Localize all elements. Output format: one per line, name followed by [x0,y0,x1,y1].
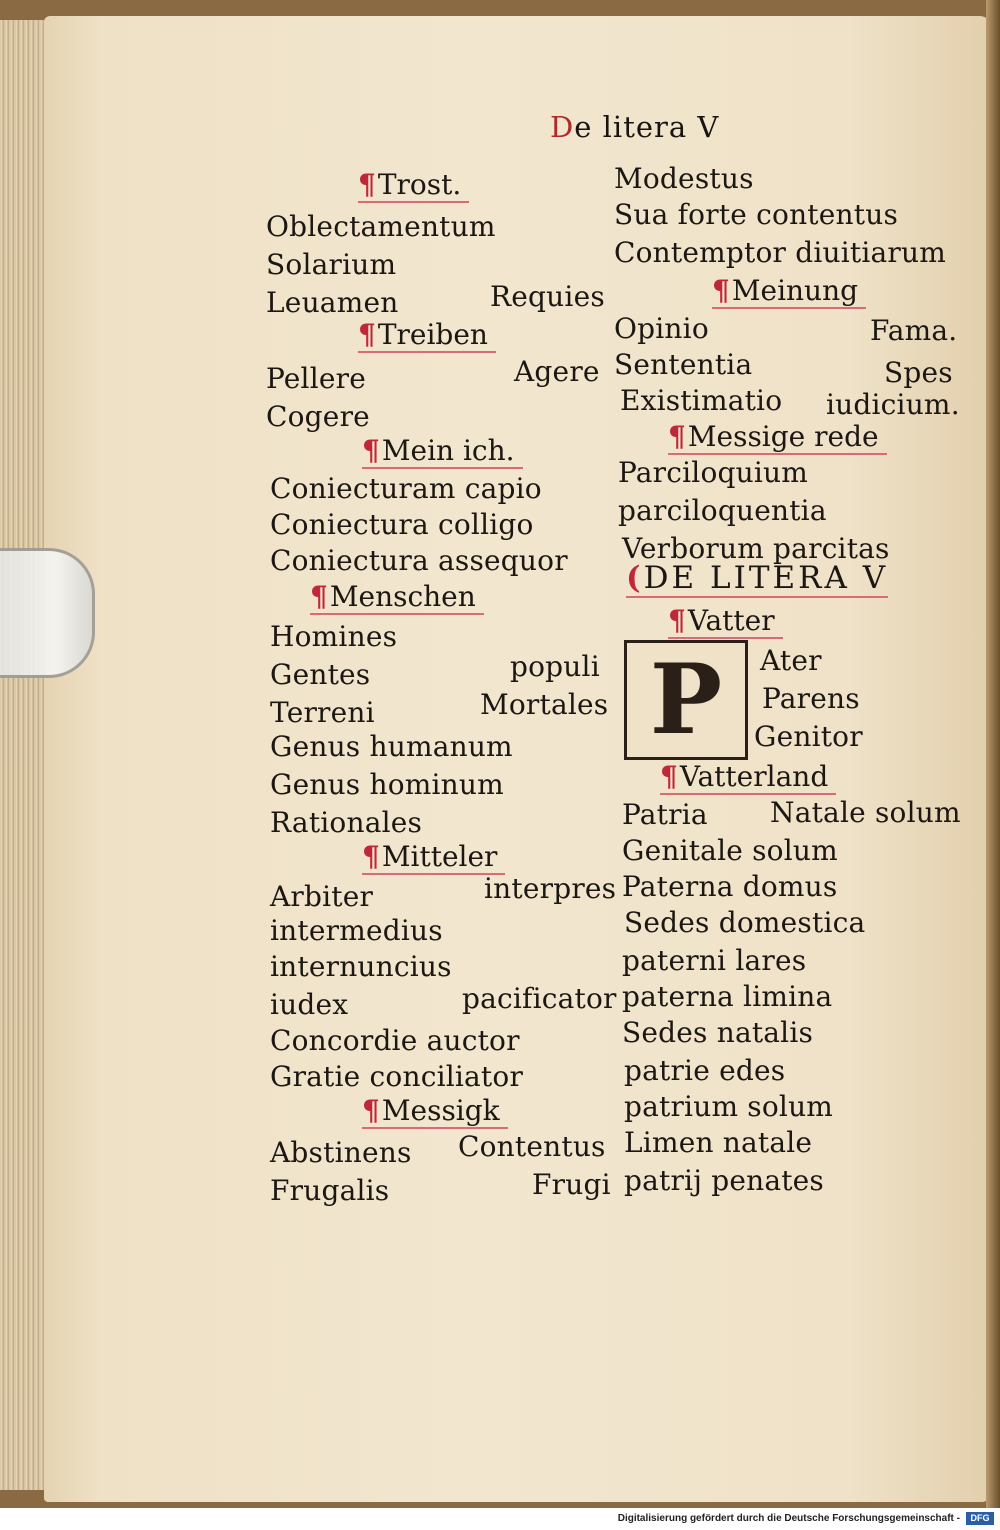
word: Genus hominum [270,768,504,801]
word: patrij penates [624,1164,825,1197]
bracket-icon: ( [626,560,644,596]
decorated-initial: P [624,640,748,760]
word: patrium solum [624,1090,834,1123]
word: Verborum parcitas [622,532,890,565]
entry-heading-messigk: ¶Messigk [362,1094,508,1129]
section-heading: (DE LITERA V [626,560,889,596]
pilcrow-icon: ¶ [668,420,686,453]
word: Fama. [870,314,958,347]
entry-heading-vatter: ¶Vatter [668,604,783,639]
word: Agere [514,355,600,388]
spine-shadow [986,0,1000,1508]
word: Contemptor diuitiarum [614,236,946,269]
word: Rationales [270,806,423,839]
word: Sua forte contentus [614,198,899,231]
word: Spes [884,356,953,389]
pilcrow-icon: ¶ [668,604,686,637]
word: Gentes [270,658,371,691]
word: Coniectura colligo [270,508,534,541]
word: Opinio [614,312,709,345]
word: Paterna domus [622,870,838,903]
word: Pellere [266,362,366,395]
word: Patria [622,798,708,831]
entry-heading-meinung: ¶Meinung [712,274,866,309]
heading-rest: e litera V [574,110,720,144]
entry-heading-menschen: ¶Menschen [310,580,484,615]
entry-heading-vatterland: ¶Vatterland [660,760,836,795]
word: Coniectura assequor [270,544,568,577]
word: Contentus [458,1130,606,1163]
word: Existimatio [620,384,783,417]
pilcrow-icon: ¶ [362,1094,380,1127]
word: pacificator [462,982,617,1015]
page-heading [550,110,719,144]
word: paterni lares [622,944,807,977]
pilcrow-icon: ¶ [660,760,678,793]
pilcrow-icon: ¶ [362,434,380,467]
word: Parens [762,682,860,715]
word: iudicium. [826,388,960,421]
word: Parciloquium [618,456,809,489]
word: Ater [760,644,822,677]
pilcrow-icon: ¶ [362,840,380,873]
word: Sedes natalis [622,1016,814,1049]
word: Sedes domestica [624,906,866,939]
word: Mortales [480,688,609,721]
word: Frugi [532,1168,611,1201]
word: Terreni [270,696,375,729]
word: paterna limina [622,980,833,1013]
pilcrow-icon: ¶ [358,168,376,201]
word: Natale solum [770,796,961,829]
word: Frugalis [270,1174,390,1207]
pilcrow-icon: ¶ [358,318,376,351]
word: Arbiter [270,880,374,913]
entry-heading-mitteler: ¶Mitteler [362,840,505,875]
word: Homines [270,620,398,653]
word: iudex [270,988,349,1021]
footer-bar [0,1508,1000,1530]
word: Requies [490,280,605,313]
word: Concordie auctor [270,1024,520,1057]
page-clip [0,548,95,678]
word: Gratie conciliator [270,1060,524,1093]
footer-credit: Digitalisierung gefördert durch die Deutsche Forschungsgemeinschaft - [617,1513,960,1524]
entry-heading-trost: ¶Trost. [358,168,469,203]
word: Sententia [614,348,753,381]
word: parciloquentia [618,494,827,527]
word: Oblectamentum [266,210,496,243]
word: patrie edes [624,1054,786,1087]
word: interpres [484,872,617,905]
entry-heading-messige-rede: ¶Messige rede [668,420,887,455]
word: Cogere [266,400,370,433]
word: Genitale solum [622,834,838,867]
entry-heading-mein-ich: ¶Mein ich. [362,434,523,469]
word: Genus humanum [270,730,513,763]
word: internuncius [270,950,452,983]
pilcrow-icon: ¶ [310,580,328,613]
word: Leuamen [266,286,399,319]
word: Limen natale [624,1126,813,1159]
word: Coniecturam capio [270,472,542,505]
heading-initial: D [550,110,575,144]
word: Genitor [754,720,863,753]
entry-heading-treiben: ¶Treiben [358,318,496,353]
word: Abstinens [270,1136,412,1169]
word: populi [510,650,600,683]
word: Modestus [614,162,754,195]
word: Solarium [266,248,397,281]
word: intermedius [270,914,443,947]
dfg-logo: DFG [966,1512,994,1525]
pilcrow-icon: ¶ [712,274,730,307]
